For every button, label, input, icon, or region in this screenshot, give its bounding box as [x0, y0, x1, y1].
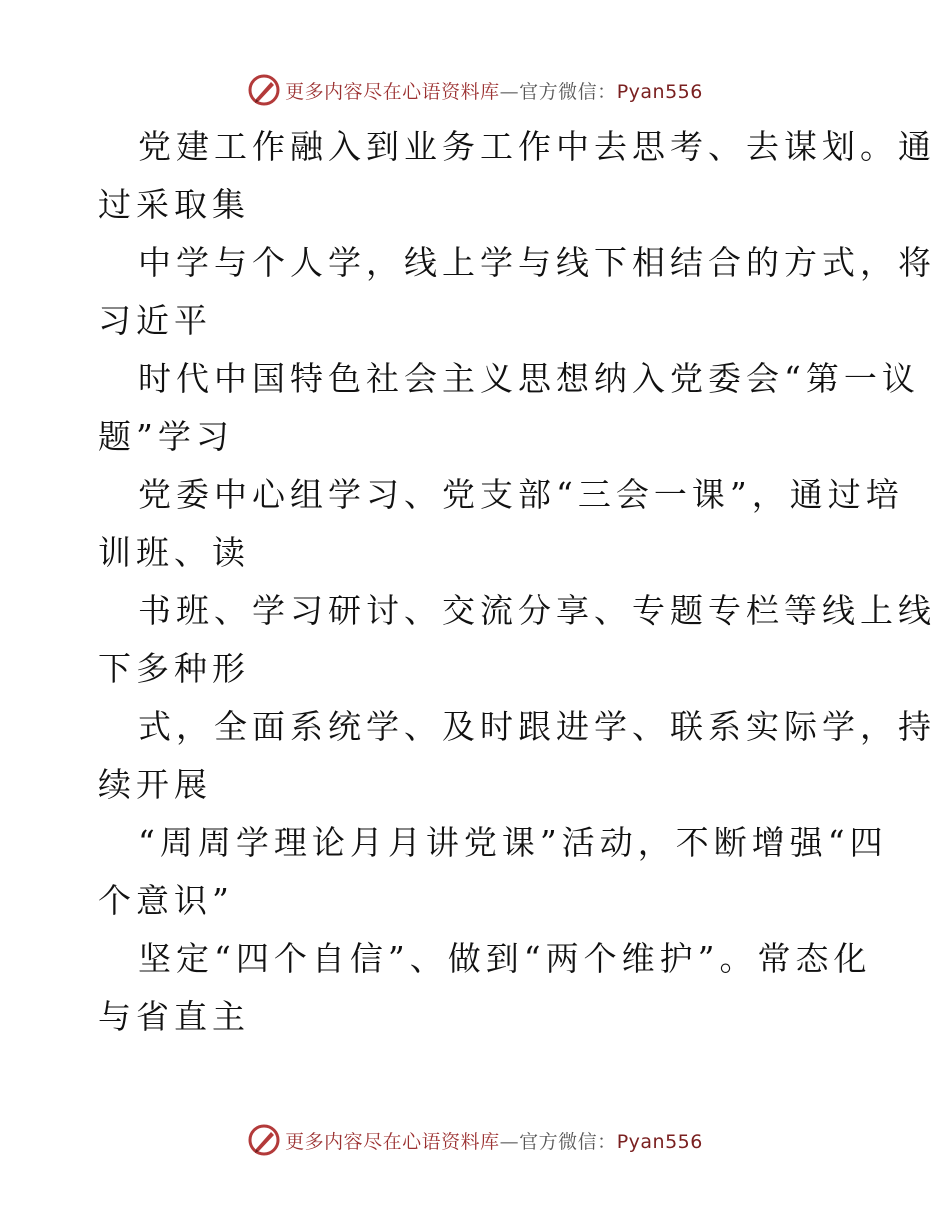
footer-wechat-id: Pyan556 [616, 1130, 703, 1153]
text-line-5b: 下多种形 [98, 649, 250, 688]
text-line-4b: 训班、读 [98, 533, 250, 572]
text-line-8a: 坚定“四个自信”、做到“两个维护”。常态化 [138, 939, 872, 978]
text-line-8b: 与省直主 [98, 997, 250, 1036]
header-wechat-id: Pyan556 [616, 80, 703, 103]
text-line-1a: 党建工作融入到业务工作中去思考、去谋划。通 [138, 127, 936, 166]
text-line-3a: 时代中国特色社会主义思想纳入党委会“第一议 [138, 359, 920, 398]
text-line-2a: 中学与个人学，线上学与线下相结合的方式，将 [138, 243, 936, 282]
footer-brand: 更多内容尽在心语资料库 [285, 1130, 500, 1153]
text-line-1b: 过采取集 [98, 185, 250, 224]
header-dash: — [499, 80, 520, 103]
text-line-6a: 式，全面系统学、及时跟进学、联系实际学，持 [138, 707, 936, 746]
header-brand: 更多内容尽在心语资料库 [285, 80, 500, 103]
text-line-3b: 题”学习 [98, 417, 234, 456]
text-line-7a: “周周学理论月月讲党课”活动，不断增强“四 [138, 823, 888, 862]
footer-wechat-label: 官方微信： [519, 1130, 617, 1153]
document-body [98, 118, 936, 1046]
text-line-6b: 续开展 [98, 765, 212, 804]
header-watermark [0, 70, 950, 110]
pen-logo-icon [247, 73, 281, 107]
text-line-7b: 个意识” [98, 881, 234, 920]
header-text [285, 77, 703, 104]
header-wechat-label: 官方微信： [519, 80, 617, 103]
text-line-5a: 书班、学习研讨、交流分享、专题专栏等线上线 [138, 591, 936, 630]
footer-text [285, 1127, 703, 1154]
pen-logo-icon [247, 1123, 281, 1157]
text-line-2b: 习近平 [98, 301, 212, 340]
text-line-4a: 党委中心组学习、党支部“三会一课”，通过培 [138, 475, 904, 514]
footer-dash: — [499, 1130, 520, 1153]
footer-watermark [0, 1120, 950, 1160]
